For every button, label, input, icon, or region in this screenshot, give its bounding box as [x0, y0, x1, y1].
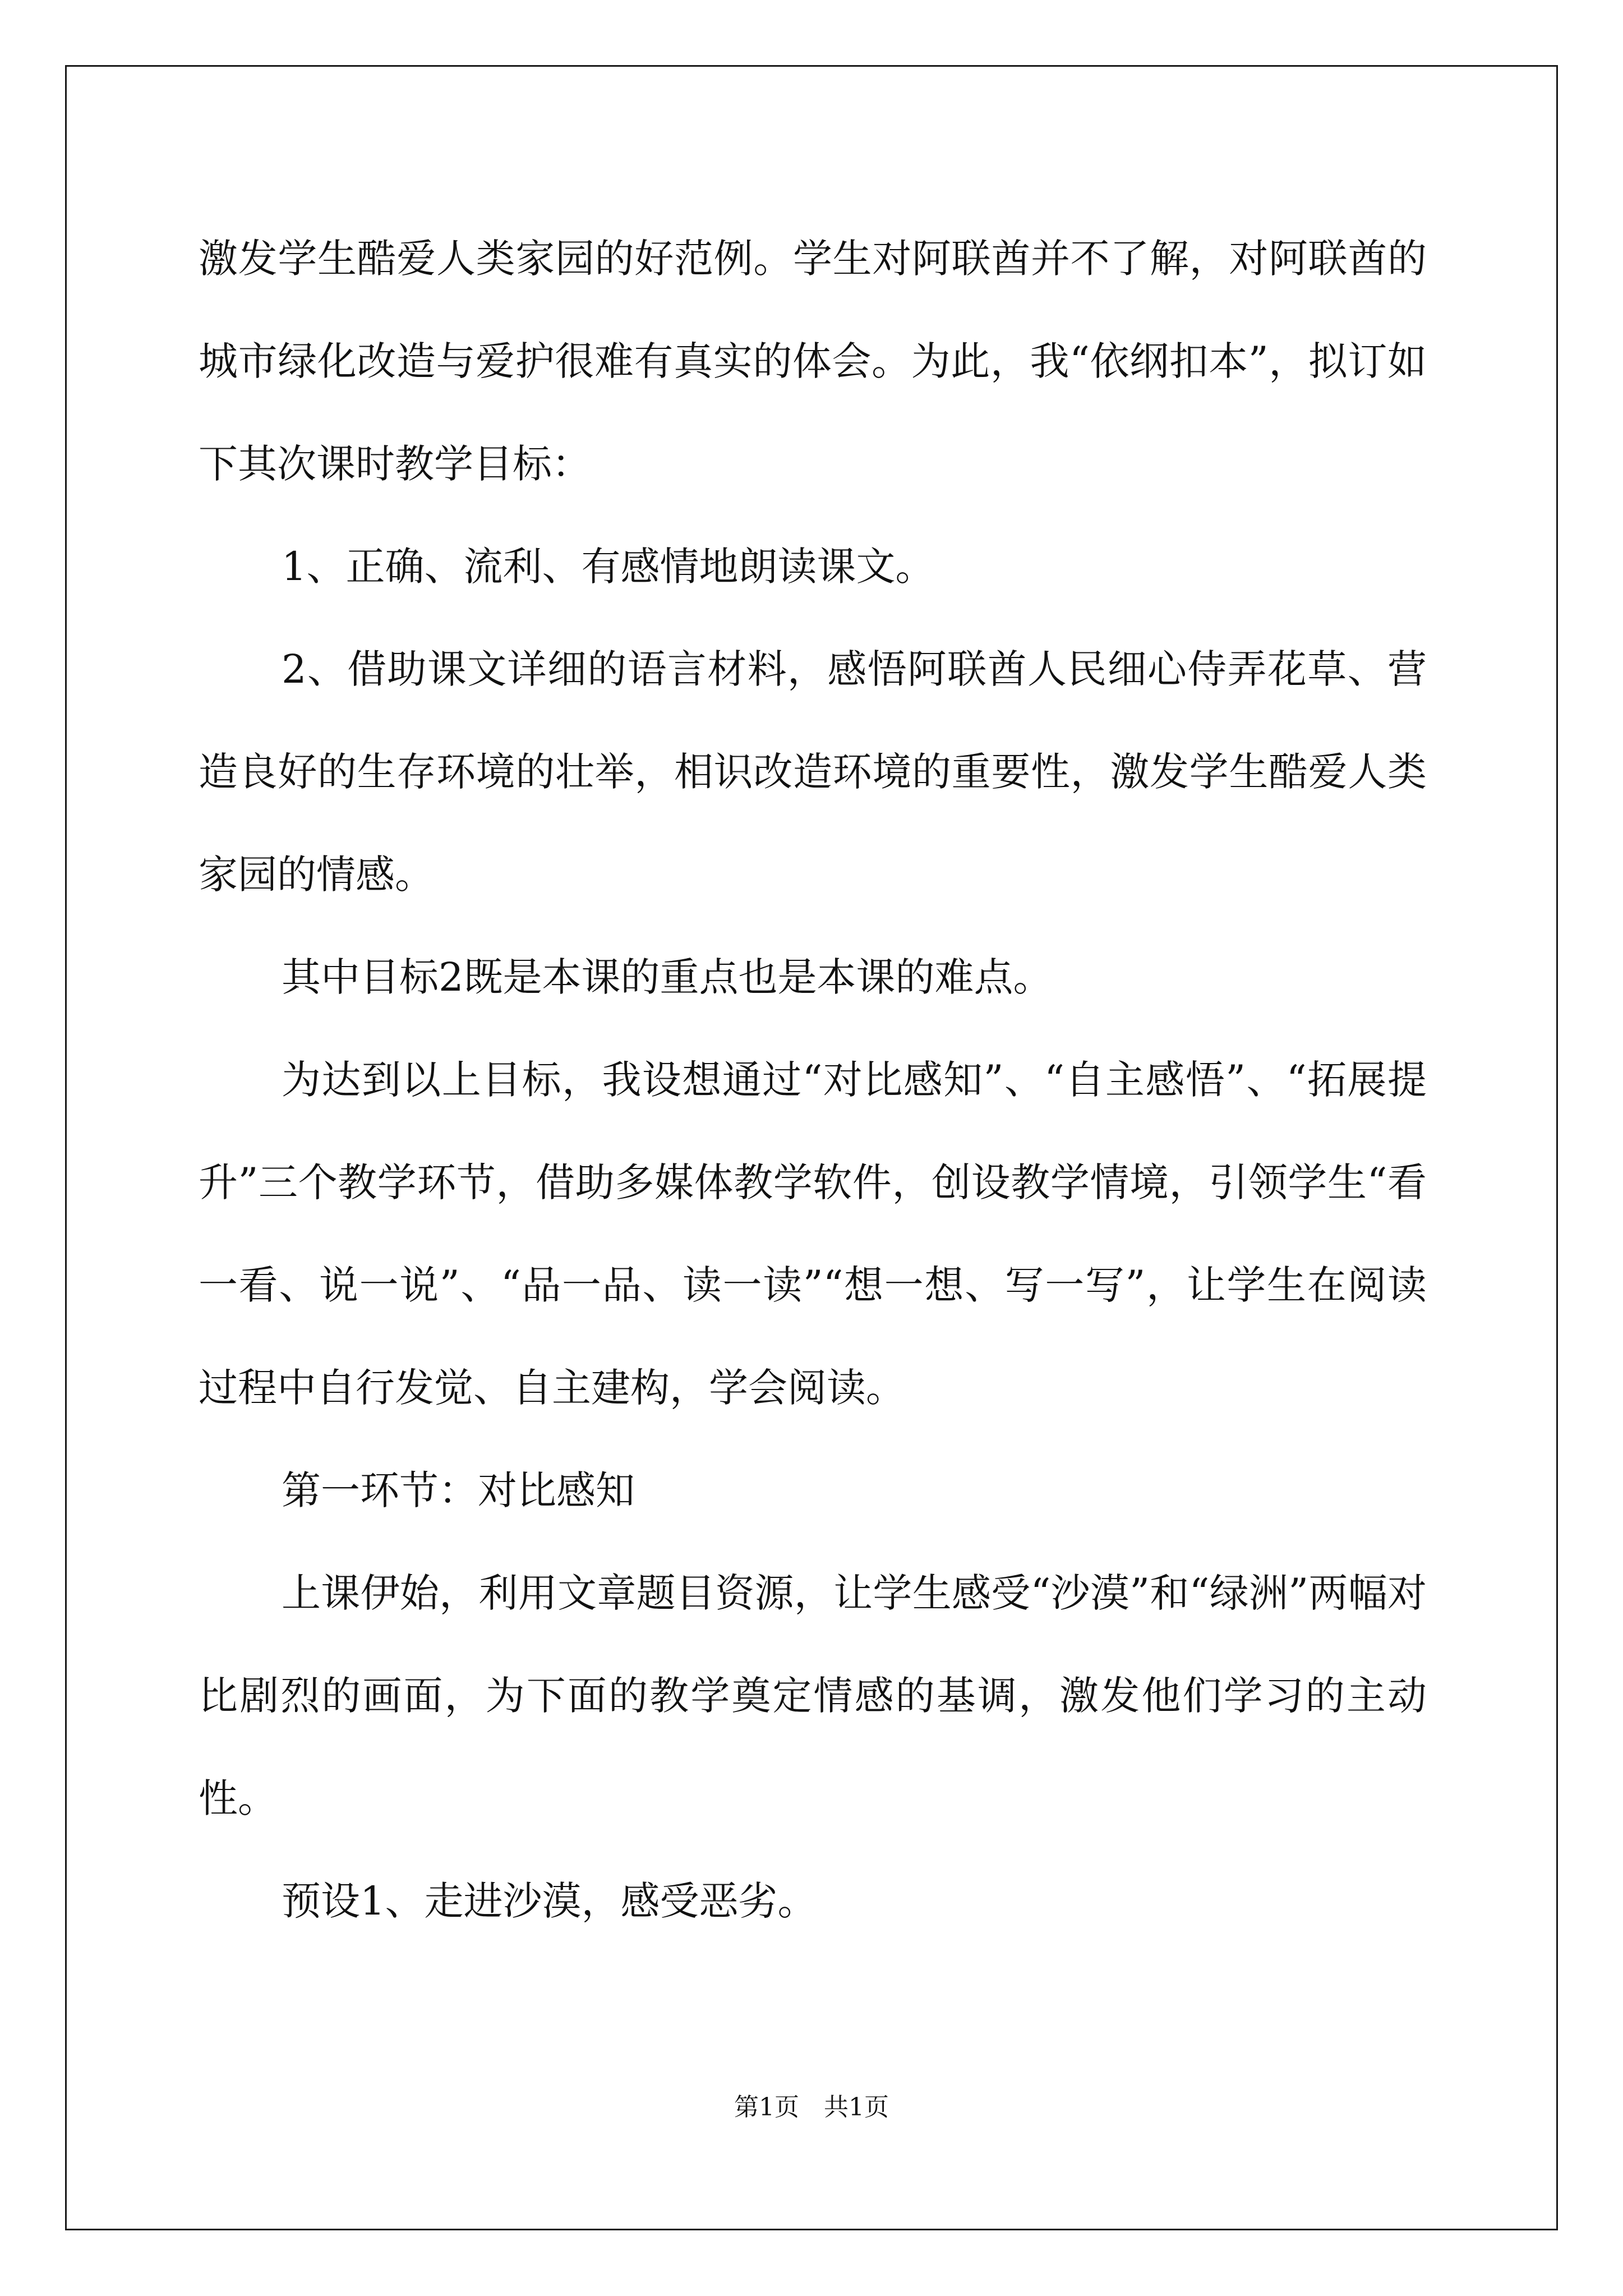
page-number-footer: 第1页 共1页 — [734, 2093, 889, 2122]
document-body — [199, 208, 1427, 1953]
paragraph-4: 其中目标2既是本课的重点也是本课的难点。 — [282, 954, 1053, 1000]
paragraph-2: 1、正确、流利、有感情地朗读课文。 — [282, 544, 935, 590]
paragraph-1: 激发学生酷爱人类家园的好范例。学生对阿联酋并不了解，对阿联酋的城市绿化改造与爱护很难有真实的体会。为此，我“依纲扣本”，拟订如下其次课时教学目标： — [199, 236, 1427, 487]
paragraph-8: 预设1、走进沙漠，感受恶劣。 — [282, 1878, 817, 1924]
section-heading: 第一环节：对比感知 — [282, 1467, 635, 1513]
paragraph-7: 上课伊始，利用文章题目资源，让学生感受“沙漠”和“绿洲”两幅对比剧烈的画面，为下面的教学奠定情感的基调，激发他们学习的主动性。 — [199, 1570, 1427, 1821]
paragraph-5: 为达到以上目标，我设想通过“对比感知”、“自主感悟”、“拓展提升”三个教学环节，借助多媒体教学软件，创设教学情境，引领学生“看一看、说一说”、“品一品、读一读”“想一想、写一写”，让学生在阅读过程中自行发觉、自主建构，学会阅读。 — [199, 1057, 1427, 1411]
paragraph-3: 2、借助课文详细的语言材料，感悟阿联酋人民细心侍弄花草、营造良好的生存环境的壮举，相识改造环境的重要性，激发学生酷爱人类家园的情感。 — [199, 646, 1427, 898]
